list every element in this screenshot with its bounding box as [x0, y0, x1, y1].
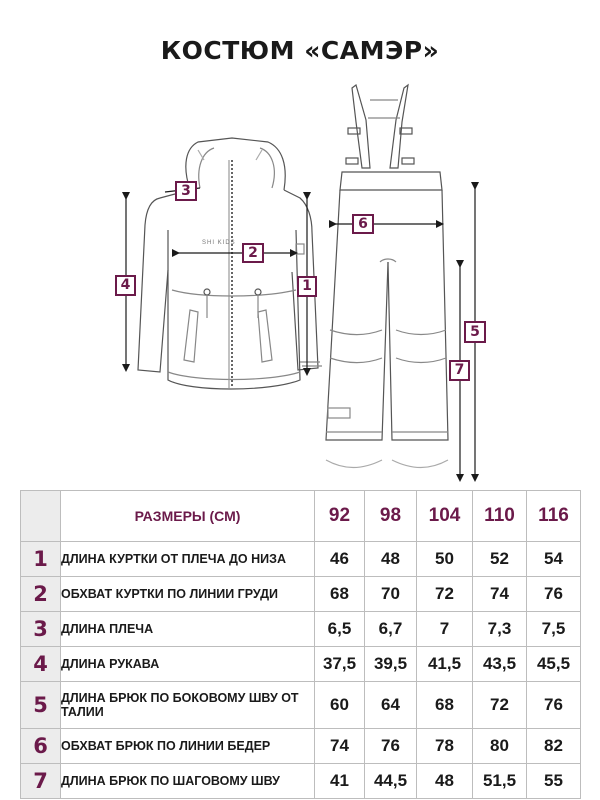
row-number: 1: [21, 542, 61, 577]
marker-6: 6: [352, 214, 374, 234]
table-cell: 6,7: [365, 612, 417, 647]
table-cell: 76: [527, 682, 581, 729]
table-cell: 6,5: [315, 612, 365, 647]
table-header-row: [21, 491, 581, 542]
marker-1: 1: [297, 276, 317, 297]
table-cell: 51,5: [473, 764, 527, 799]
table-row: [21, 577, 581, 612]
row-number: 7: [21, 764, 61, 799]
table-cell: 41,5: [417, 647, 473, 682]
size-header: 116: [527, 491, 581, 542]
table-cell: 48: [417, 764, 473, 799]
table-cell: 45,5: [527, 647, 581, 682]
table-cell: 7: [417, 612, 473, 647]
jacket-drawing: [138, 138, 322, 389]
table-cell: 44,5: [365, 764, 417, 799]
size-header: 104: [417, 491, 473, 542]
table-cell: 55: [527, 764, 581, 799]
table-cell: 54: [527, 542, 581, 577]
table-row: [21, 647, 581, 682]
size-header: 92: [315, 491, 365, 542]
table-cell: 7,3: [473, 612, 527, 647]
row-number: 2: [21, 577, 61, 612]
table-cell: 70: [365, 577, 417, 612]
pants-drawing: [326, 85, 448, 468]
row-label: ДЛИНА ПЛЕЧА: [61, 612, 315, 647]
table-cell: 60: [315, 682, 365, 729]
table-row: [21, 682, 581, 729]
table-cell: 64: [365, 682, 417, 729]
size-table: [20, 490, 581, 799]
row-label: ОБХВАТ КУРТКИ ПО ЛИНИИ ГРУДИ: [61, 577, 315, 612]
row-label: ДЛИНА КУРТКИ ОТ ПЛЕЧА ДО НИЗА: [61, 542, 315, 577]
table-cell: 48: [365, 542, 417, 577]
row-label: ДЛИНА БРЮК ПО ШАГОВОМУ ШВУ: [61, 764, 315, 799]
table-corner-cell: [21, 491, 61, 542]
marker-5: 5: [464, 321, 486, 343]
table-cell: 74: [473, 577, 527, 612]
table-cell: 76: [365, 729, 417, 764]
table-cell: 82: [527, 729, 581, 764]
table-cell: 80: [473, 729, 527, 764]
table-cell: 78: [417, 729, 473, 764]
table-cell: 72: [473, 682, 527, 729]
marker-7: 7: [449, 360, 470, 381]
row-number: 3: [21, 612, 61, 647]
row-label: ДЛИНА БРЮК ПО БОКОВОМУ ШВУ ОТ ТАЛИИ: [61, 682, 315, 729]
row-number: 6: [21, 729, 61, 764]
row-label: ОБХВАТ БРЮК ПО ЛИНИИ БЕДЕР: [61, 729, 315, 764]
table-row: [21, 729, 581, 764]
table-row: [21, 542, 581, 577]
table-row: [21, 764, 581, 799]
size-header: 98: [365, 491, 417, 542]
size-header: 110: [473, 491, 527, 542]
row-number: 5: [21, 682, 61, 729]
row-number: 4: [21, 647, 61, 682]
sizes-header-label: РАЗМЕРЫ (СМ): [61, 491, 315, 542]
marker-4: 4: [115, 275, 136, 296]
table-cell: 37,5: [315, 647, 365, 682]
table-cell: 43,5: [473, 647, 527, 682]
table-cell: 76: [527, 577, 581, 612]
row-label: ДЛИНА РУКАВА: [61, 647, 315, 682]
marker-3: 3: [175, 181, 197, 201]
table-cell: 52: [473, 542, 527, 577]
table-cell: 7,5: [527, 612, 581, 647]
jacket-brand-label: SHI KIDS: [202, 240, 236, 246]
table-cell: 41: [315, 764, 365, 799]
table-cell: 68: [315, 577, 365, 612]
table-cell: 72: [417, 577, 473, 612]
table-cell: 39,5: [365, 647, 417, 682]
marker-2: 2: [242, 243, 264, 263]
measurement-lines: [126, 186, 475, 478]
table-cell: 74: [315, 729, 365, 764]
table-row: [21, 612, 581, 647]
table-cell: 50: [417, 542, 473, 577]
table-cell: 68: [417, 682, 473, 729]
page-title: КОСТЮМ «САМЭР»: [160, 36, 440, 65]
table-cell: 46: [315, 542, 365, 577]
